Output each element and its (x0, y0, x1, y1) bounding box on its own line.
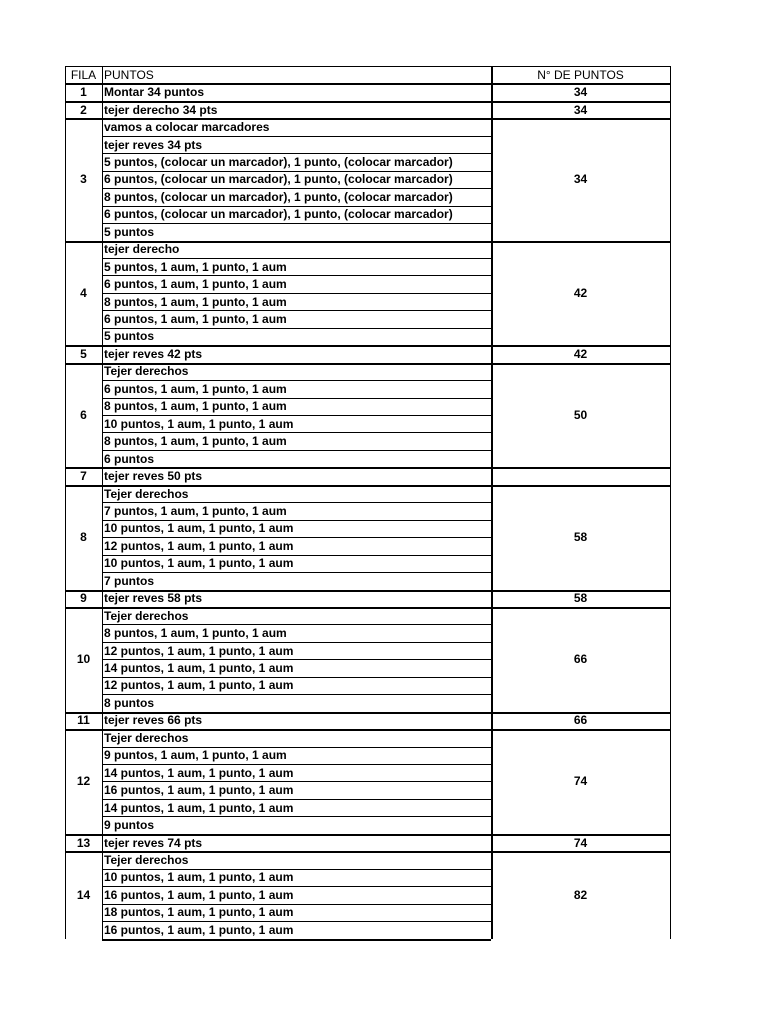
instruction-line: 14 puntos, 1 aum, 1 punto, 1 aum (104, 800, 294, 815)
instruction-divider (102, 694, 491, 695)
instruction-line: 9 puntos, 1 aum, 1 punto, 1 aum (104, 748, 287, 763)
row-number: 8 (80, 530, 87, 545)
row-number: 13 (76, 835, 91, 850)
instruction-line: 10 puntos, 1 aum, 1 punto, 1 aum (104, 416, 294, 431)
instruction-line: 6 puntos, 1 aum, 1 punto, 1 aum (104, 381, 287, 396)
instruction-divider (102, 432, 491, 433)
stitch-count: 34 (573, 102, 588, 117)
instruction-line: 6 puntos, (colocar un marcador), 1 punto, (colocar marcador) (104, 207, 453, 222)
instruction-line: tejer derecho (104, 242, 180, 257)
stitch-count: 58 (573, 591, 588, 606)
stitch-count: 50 (573, 407, 588, 422)
instruction-divider (102, 153, 491, 154)
instruction-divider (102, 206, 491, 207)
row-number: 4 (80, 285, 87, 300)
instruction-line: 10 puntos, 1 aum, 1 punto, 1 aum (104, 556, 294, 571)
instruction-line: 7 puntos (104, 573, 154, 588)
header-fila: FILA (70, 67, 97, 82)
instruction-line: 16 puntos, 1 aum, 1 punto, 1 aum (104, 887, 294, 902)
instruction-line: 6 puntos (104, 451, 154, 466)
row-number: 9 (80, 591, 87, 606)
instruction-line: 6 puntos, 1 aum, 1 punto, 1 aum (104, 312, 287, 327)
instruction-divider (102, 258, 491, 259)
row-number: 6 (80, 407, 87, 422)
instruction-line: Tejer derechos (104, 608, 189, 623)
instruction-line: 9 puntos (104, 818, 154, 833)
instruction-line: tejer reves 50 pts (104, 469, 203, 484)
instruction-line: 6 puntos, 1 aum, 1 punto, 1 aum (104, 277, 287, 292)
stitch-count: 82 (573, 887, 588, 902)
instruction-divider (102, 537, 491, 538)
instruction-line: 10 puntos, 1 aum, 1 punto, 1 aum (104, 870, 294, 885)
stitch-count: 66 (573, 652, 588, 667)
puntos-column-border (491, 66, 493, 939)
instruction-line: 12 puntos, 1 aum, 1 punto, 1 aum (104, 538, 294, 553)
instruction-line: 6 puntos, (colocar un marcador), 1 punto, (colocar marcador) (104, 172, 453, 187)
instruction-divider (102, 136, 491, 137)
instruction-line: 8 puntos (104, 695, 154, 710)
instruction-line: 14 puntos, 1 aum, 1 punto, 1 aum (104, 661, 294, 676)
instruction-line: Tejer derechos (104, 852, 189, 867)
instruction-line: 12 puntos, 1 aum, 1 punto, 1 aum (104, 678, 294, 693)
instruction-divider (102, 188, 491, 189)
instruction-divider (102, 816, 491, 817)
instruction-divider (102, 450, 491, 451)
instruction-line: 8 puntos, 1 aum, 1 punto, 1 aum (104, 294, 287, 309)
instruction-divider (102, 310, 491, 311)
left-border (65, 66, 66, 939)
instruction-line: 18 puntos, 1 aum, 1 punto, 1 aum (104, 905, 294, 920)
row-number: 3 (80, 172, 87, 187)
instruction-divider (102, 921, 491, 922)
instruction-divider (102, 642, 491, 643)
instruction-line: 14 puntos, 1 aum, 1 punto, 1 aum (104, 765, 294, 780)
instruction-line: Tejer derechos (104, 730, 189, 745)
instruction-line: 7 puntos, 1 aum, 1 punto, 1 aum (104, 503, 287, 518)
instruction-line: 5 puntos (104, 329, 154, 344)
instruction-divider (102, 502, 491, 503)
instruction-divider (102, 799, 491, 800)
row-number: 12 (76, 774, 91, 789)
row-number: 14 (76, 887, 91, 902)
row-number: 1 (80, 85, 87, 100)
stitch-count (491, 467, 670, 484)
instruction-line: tejer reves 66 pts (104, 713, 203, 728)
fila-column-border (102, 66, 103, 939)
instruction-divider (102, 677, 491, 678)
row-number: 5 (80, 346, 87, 361)
instruction-line: 16 puntos, 1 aum, 1 punto, 1 aum (104, 783, 294, 798)
stitch-count: 58 (573, 530, 588, 545)
instruction-line: 5 puntos, (colocar un marcador), 1 punto, (colocar marcador) (104, 154, 453, 169)
instruction-line: 5 puntos (104, 224, 154, 239)
row-number: 10 (76, 652, 91, 667)
instruction-line: tejer reves 58 pts (104, 591, 203, 606)
row-group-border (102, 939, 491, 941)
instruction-divider (102, 171, 491, 172)
instruction-line: 8 puntos, 1 aum, 1 punto, 1 aum (104, 399, 287, 414)
instruction-divider (102, 659, 491, 660)
right-border (670, 66, 671, 939)
instruction-divider (102, 275, 491, 276)
instruction-line: 16 puntos, 1 aum, 1 punto, 1 aum (104, 922, 294, 937)
row-number: 2 (80, 102, 87, 117)
instruction-divider (102, 781, 491, 782)
header-puntos: PUNTOS (104, 67, 154, 82)
table-top-border (65, 66, 670, 67)
instruction-divider (102, 904, 491, 905)
instruction-line: tejer reves 42 pts (104, 346, 203, 361)
instruction-line: tejer reves 34 pts (104, 137, 203, 152)
instruction-line: tejer derecho 34 pts (104, 102, 218, 117)
instruction-line: Tejer derechos (104, 364, 189, 379)
stitch-count: 34 (573, 85, 588, 100)
row-number: 7 (80, 469, 87, 484)
instruction-divider (102, 293, 491, 294)
stitch-count: 34 (573, 172, 588, 187)
stitch-count: 42 (573, 285, 588, 300)
instruction-line: 8 puntos, (colocar un marcador), 1 punto, (colocar marcador) (104, 189, 453, 204)
instruction-line: vamos a colocar marcadores (104, 120, 270, 135)
instruction-divider (102, 328, 491, 329)
stitch-count: 74 (573, 835, 588, 850)
stitch-count: 42 (573, 346, 588, 361)
instruction-divider (102, 886, 491, 887)
instruction-line: 8 puntos, 1 aum, 1 punto, 1 aum (104, 434, 287, 449)
instruction-divider (102, 380, 491, 381)
instruction-line: 12 puntos, 1 aum, 1 punto, 1 aum (104, 643, 294, 658)
instruction-line: 8 puntos, 1 aum, 1 punto, 1 aum (104, 626, 287, 641)
instruction-line: Montar 34 puntos (104, 85, 205, 100)
instruction-line: 10 puntos, 1 aum, 1 punto, 1 aum (104, 521, 294, 536)
header-num-puntos: N° DE PUNTOS (537, 67, 624, 82)
instruction-divider (102, 520, 491, 521)
instruction-divider (102, 223, 491, 224)
instruction-divider (102, 415, 491, 416)
instruction-line: tejer reves 74 pts (104, 835, 203, 850)
instruction-divider (102, 624, 491, 625)
instruction-divider (102, 398, 491, 399)
instruction-divider (102, 869, 491, 870)
instruction-line: Tejer derechos (104, 486, 189, 501)
instruction-divider (102, 572, 491, 573)
instruction-divider (102, 764, 491, 765)
stitch-count: 74 (573, 774, 588, 789)
row-number: 11 (77, 713, 90, 728)
instruction-line: 5 puntos, 1 aum, 1 punto, 1 aum (104, 259, 287, 274)
instruction-divider (102, 747, 491, 748)
stitch-count: 66 (573, 713, 588, 728)
instruction-divider (102, 555, 491, 556)
